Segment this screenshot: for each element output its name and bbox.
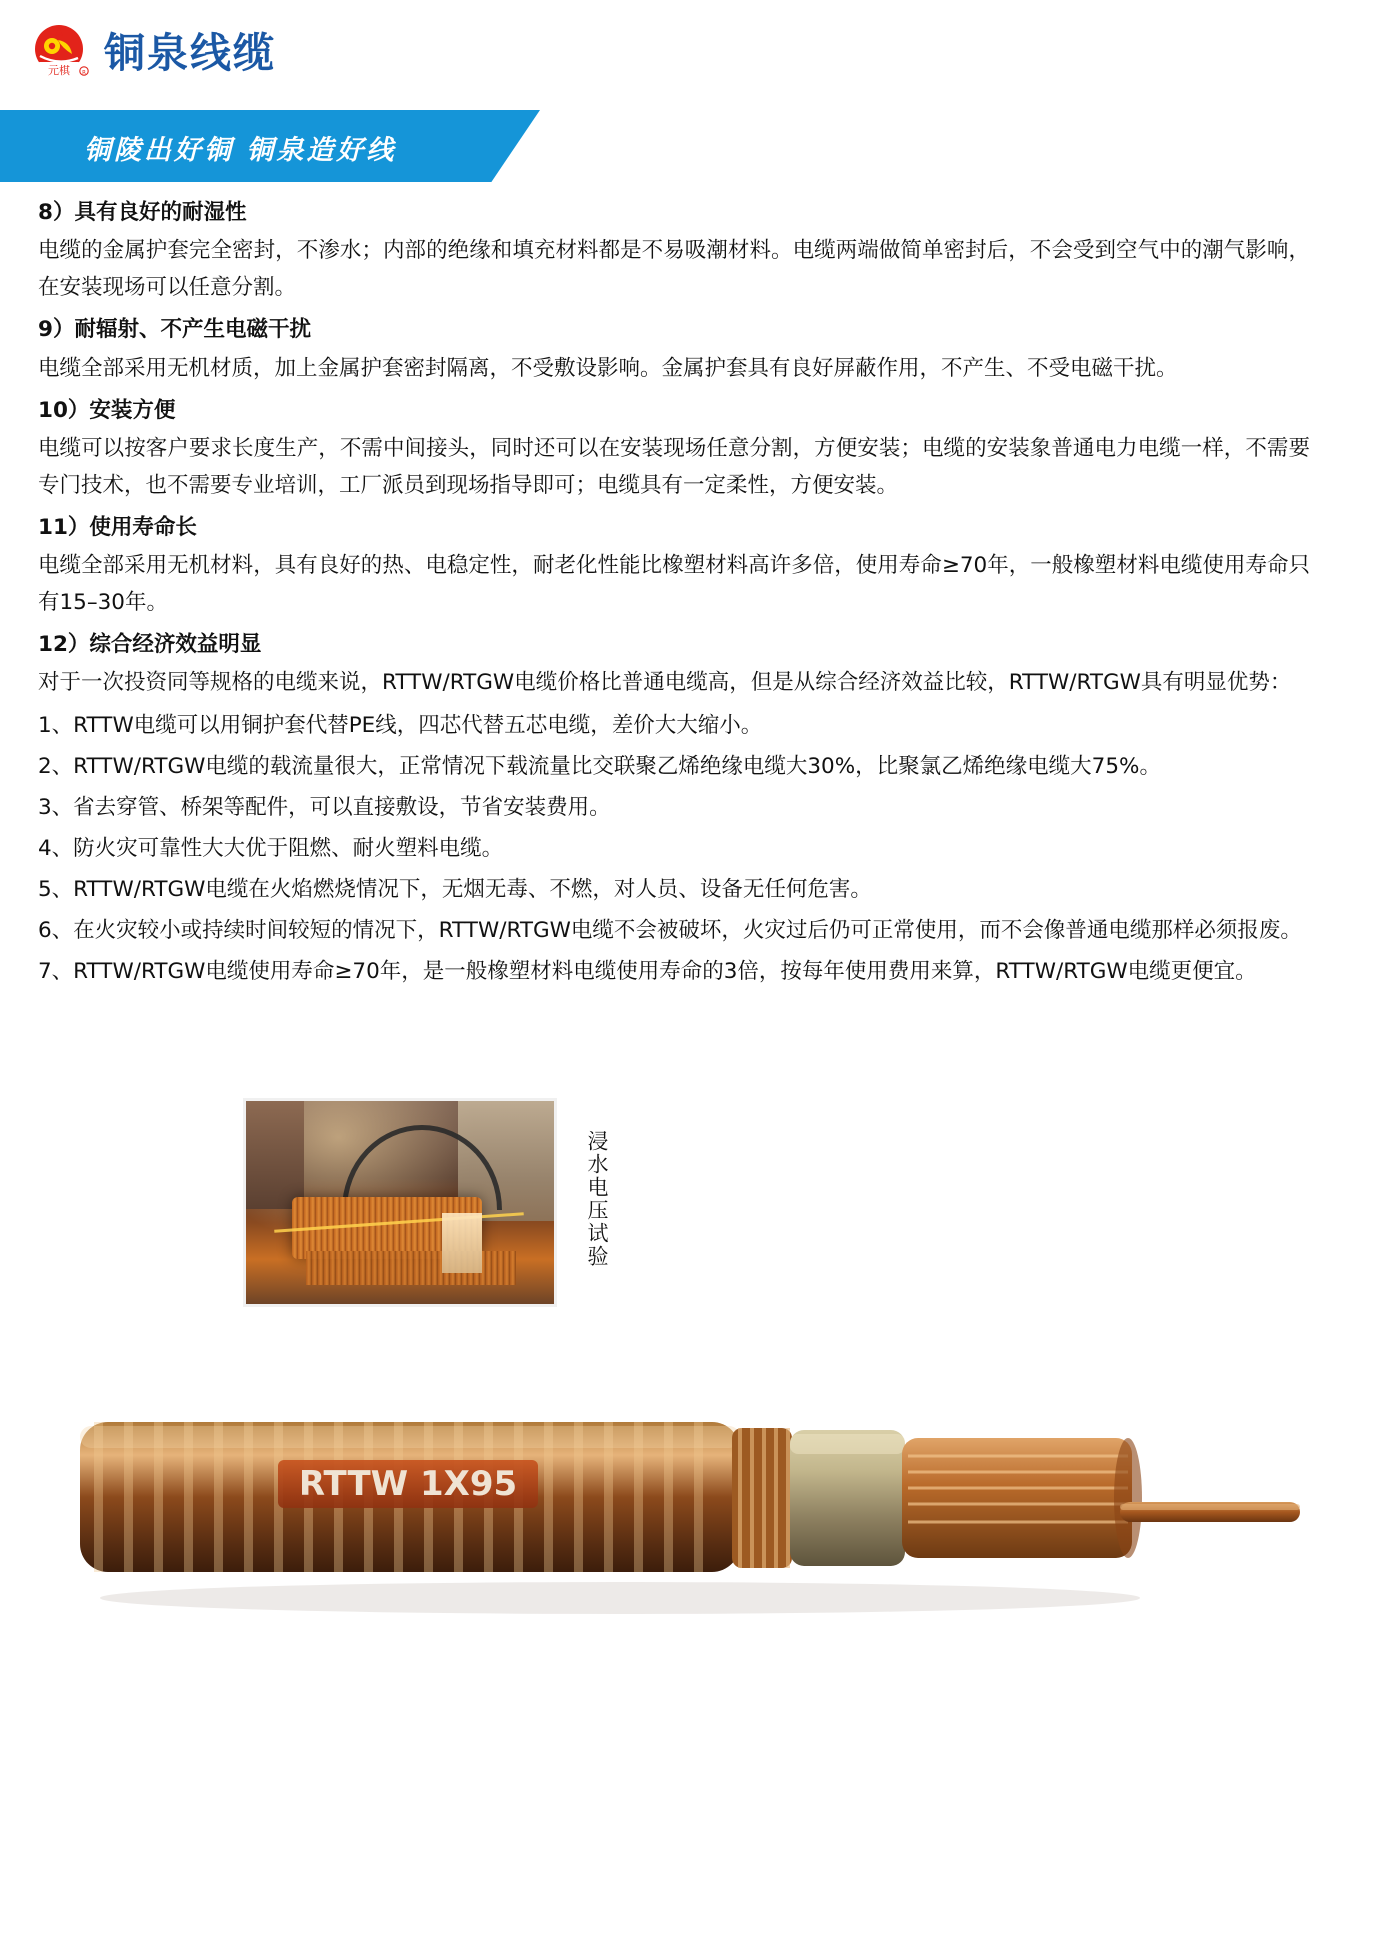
benefit-item-5: 5、RTTW/RTGW电缆在火焰燃烧情况下，无烟无毒、不燃，对人员、设备无任何危害。 <box>38 877 872 903</box>
cable-single-wire <box>1120 1502 1300 1522</box>
slogan-text: 铜陵出好铜 铜泉造好线 <box>84 135 397 166</box>
section-title-12: 12）综合经济效益明显 <box>38 632 262 658</box>
benefit-item-1: 1、RTTW电缆可以用铜护套代替PE线，四芯代替五芯电缆，差价大大缩小。 <box>38 713 763 739</box>
section-body-11: 电缆全部采用无机材料，具有良好的热、电稳定性，耐老化性能比橡塑材料高许多倍，使用寿命≥70年，一般橡塑材料电缆使用寿命只有15–30年。 <box>38 553 1310 616</box>
document-body <box>38 196 1310 995</box>
benefit-item-7: 7、RTTW/RTGW电缆使用寿命≥70年，是一般橡塑材料电缆使用寿命的3倍，按每年使用费用来算，RTTW/RTGW电缆更便宜。 <box>38 959 1257 985</box>
photo-panel <box>442 1213 482 1273</box>
cable-label <box>278 1460 538 1508</box>
benefit-item-6: 6、在火灾较小或持续时间较短的情况下，RTTW/RTGW电缆不会被破坏，火灾过后仍可正常使用，而不会像普通电缆那样必须报废。 <box>38 918 1302 944</box>
photo-wall-left <box>246 1101 304 1209</box>
section-body-12: 对于一次投资同等规格的电缆来说，RTTW/RTGW电缆价格比普通电缆高，但是从综合经济效益比较，RTTW/RTGW具有明显优势： <box>38 670 1292 696</box>
logo-text: 元棋 <box>48 64 70 77</box>
immersion-test-caption: 浸水电压试验 <box>585 1130 609 1268</box>
slogan-banner <box>0 110 540 182</box>
svg-text:R: R <box>82 70 86 76</box>
cable-collar <box>732 1428 792 1568</box>
brand-logo <box>28 22 276 84</box>
immersion-test-figure <box>243 1098 609 1307</box>
sun-flower-logo-icon <box>28 22 90 84</box>
cable-product-figure <box>60 1352 1330 1652</box>
page-header <box>0 0 1389 166</box>
brand-name: 铜泉线缆 <box>104 28 276 77</box>
section-title-11: 11）使用寿命长 <box>38 514 197 540</box>
benefit-item-4: 4、防火灾可靠性大大优于阻燃、耐火塑料电缆。 <box>38 836 504 862</box>
cable-shadow <box>100 1582 1140 1614</box>
section-title-10: 10）安装方便 <box>38 397 176 423</box>
cable-mineral-sheath <box>790 1430 905 1566</box>
immersion-test-photo <box>243 1098 557 1307</box>
section-title-9: 9）耐辐射、不产生电磁干扰 <box>38 317 311 343</box>
section-title-8: 8）具有良好的耐湿性 <box>38 200 247 225</box>
photo-copper-coil-secondary <box>306 1251 516 1285</box>
section-body-9: 电缆全部采用无机材质，加上金属护套密封隔离，不受敷设影响。金属护套具有良好屏蔽作用，不产生、不受电磁干扰。 <box>38 355 1178 381</box>
section-body-8: 电缆的金属护套完全密封，不渗水；内部的绝缘和填充材料都是不易吸潮材料。电缆两端做简单密封后，不会受到空气中的潮气影响，在安装现场可以任意分割。 <box>38 238 1310 301</box>
section-body-10: 电缆可以按客户要求长度生产，不需中间接头，同时还可以在安装现场任意分割，方便安装；电缆的安装象普通电力电缆一样，不需要专门技术，也不需要专业培训，工厂派员到现场指导即可；电缆具有一定柔性，方便安装。 <box>38 435 1310 498</box>
benefit-item-2: 2、RTTW/RTGW电缆的载流量很大，正常情况下载流量比交联聚乙烯绝缘电缆大30%，比聚氯乙烯绝缘电缆大75%。 <box>38 754 1161 780</box>
cable-copper-conductor <box>902 1438 1142 1558</box>
cable-label-text: RTTW 1X95 <box>298 1464 518 1504</box>
benefit-item-3: 3、省去穿管、桥架等配件，可以直接敷设，节省安装费用。 <box>38 795 611 821</box>
